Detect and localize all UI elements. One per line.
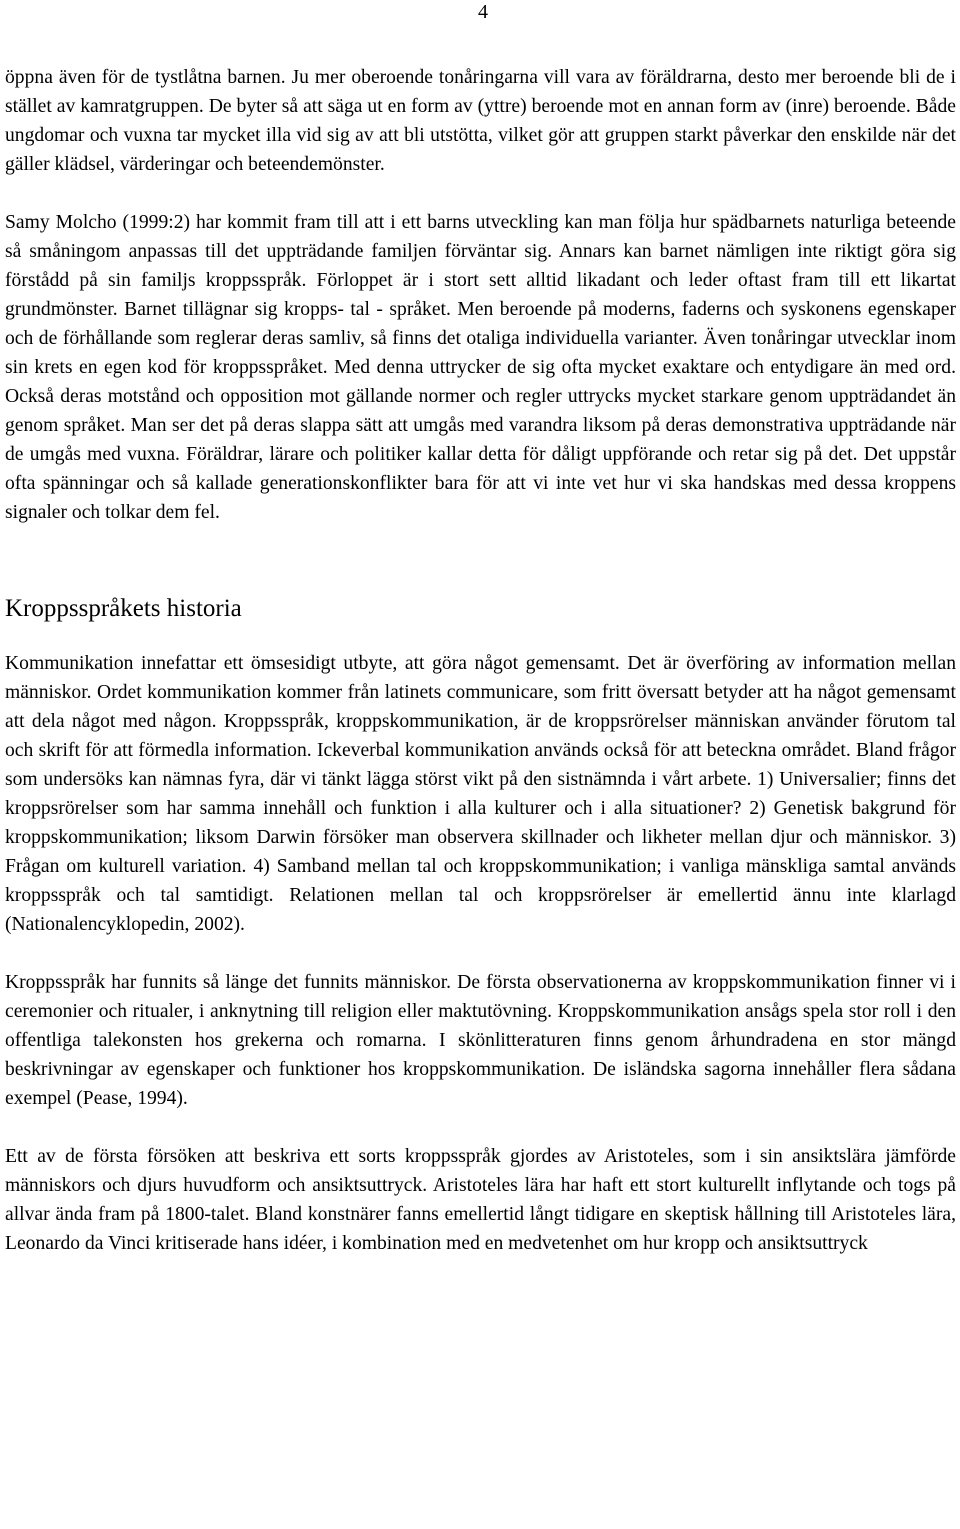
paragraph-aristotle: Ett av de första försöken att beskriva ett sorts kroppsspråk gjordes av Aristoteles, som i sin ansiktslära jämförde människors och djurs huvudform och ansiktsuttryck. Aristoteles lära har haft ett stort kulturellt inflytande och togs på allvar ända fram på 1800-talet. Bland konstnärer fanns emellertid långt tidigare en skeptisk hållning till Aristoteles lära, Leonardo da Vinci kritiserade hans idéer, i kombination med en medvetenhet om hur kropp och ansiktsuttryck — [5, 1146, 956, 1254]
paragraph-communication: Kommunikation innefattar ett ömsesidigt utbyte, att göra något gemensamt. Det är överföring av information mellan människor. Ordet kommunikation kommer från latinets communicare, som fritt översatt betyder att ha något gemensamt att dela något med någon. Kroppsspråk, kroppskommunikation, är de kroppsrörelser människan använder förutom tal och skrift för att förmedla information. Ickeverbal kommunikation används också för att beteckna området. Bland frågor som undersöks kan nämnas fyra, där vi tänkt lägga störst vikt på den sistnämnda i vårt arbete. 1) Universalier; finns det kroppsrörelser som har samma innehåll och funktion i alla kulturer och i alla situationer? 2) Genetisk bakgrund för kroppskommunikation; liksom Darwin försöker man observera skillnader och likheter mellan djur och människor. 3) Frågan om kulturell variation. 4) Samband mellan tal och kroppskommunikation; i vanliga mänskliga samtal används kroppsspråk och tal samtidigt. Relationen mellan tal och kroppsrörelser är emellertid ännu inte klarlagd (Nationalencyklopedin, 2002). — [5, 653, 956, 935]
document-body — [5, 63, 956, 1258]
section-heading: Kroppsspråkets historia — [5, 595, 242, 622]
paragraph-peer-groups: öppna även för de tystlåtna barnen. Ju mer oberoende tonåringarna vill vara av föräldrarna, desto mer beroende bli de i stället av kamratgruppen. De byter så att säga ut en form av (yttre) beroende mot en annan form av (inre) beroende. Både ungdomar och vuxna tar mycket illa vid sig av att bli utstötta, vilket gör att gruppen starkt påverkar den enskilde när det gäller klädsel, värderingar och beteendemönster. — [5, 67, 956, 175]
paragraph-history: Kroppsspråk har funnits så länge det funnits människor. De första observationerna av kroppskommunikation finner vi i ceremonier och ritualer, i anknytning till religion eller maktutövning. Kroppskommunikation ansågs spela stor roll i den offentliga talekonsten hos grekerna och romarna. I skönlitteraturen finns genom århundradena en stor mängd beskrivningar av egenskaper och funktioner hos kroppskommunikation. De isländska sagorna innehåller flera sådana exempel (Pease, 1994). — [5, 972, 956, 1109]
page-number: 4 — [478, 1, 488, 23]
paragraph-molcho: Samy Molcho (1999:2) har kommit fram till att i ett barns utveckling kan man följa hur spädbarnets naturliga beteende så småningom anpassas till det uppträdande familjen förväntar sig. Annars kan barnet nämligen inte riktigt göra sig förstådd på sin familjs kroppsspråk. Förloppet är i stort sett alltid likadant och leder oftast fram till ett likartat grundmönster. Barnet tillägnar sig kropps- tal - språket. Men beroende på moderns, faderns och syskonens egenskaper och de förhållande som reglerar deras samliv, så finns det otaliga individuella varianter. Även tonåringar utvecklar inom sin krets en egen kod för kroppsspråket. Med denna uttrycker de sig ofta mycket exaktare och entydigare än med ord. Också deras motstånd och opposition mot gällande normer och regler uttrycks mycket starkare genom uppträdandet än genom språket. Man ser det på deras slappa sätt att umgås med varandra liksom på deras demonstrativa uppträdande när de umgås med vuxna. Föräldrar, lärare och politiker kallar detta för dåligt uppförande och retar sig på det. Det uppstår ofta spänningar och så kallade generationskonflikter bara för att vi inte vet hur vi ska handskas med dessa kroppens signaler och tolkar dem fel. — [5, 212, 956, 523]
